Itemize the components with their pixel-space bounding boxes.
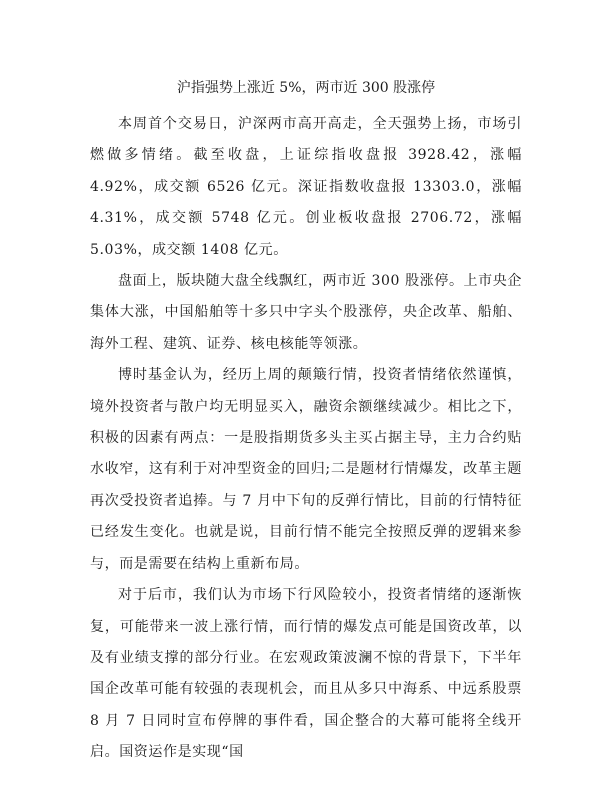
article-title: 沪指强势上涨近 5%，两市近 300 股涨停 <box>176 80 436 96</box>
paragraph-market-close: 本周首个交易日，沪深两市高开高走，全天强势上扬，市场引燃做多情绪。截至收盘，上证综指收盘报 3928.42，涨幅 4.92%，成交额 6526 亿元。深证指数收盘报 13303.0，涨幅 4.31%，成交额 5748 亿元。创业板收盘报 2706.72，涨幅 5.03%，成交额 1408 亿元。 <box>90 116 522 258</box>
paragraph-fund-view: 博时基金认为，经历上周的颠簸行情，投资者情绪依然谨慎，境外投资者与散户均无明显买入，融资余额继续减少。相比之下，积极的因素有两点：一是股指期货多头主买占据主导，主力合约贴水收窄，这有利于对冲型资金的回归;二是题材行情爆发，改革主题再次受投资者追捧。与 7 月中下旬的反弹行情比，目前的行情特征已经发生变化。也就是说，目前行情不能完全按照反弹的逻辑来参与，而是需要在结构上重新布局。 <box>90 367 522 572</box>
paragraph-sector-performance: 盘面上，版块随大盘全线飘红，两市近 300 股涨停。上市央企集体大涨，中国船舶等十多只中字头个股涨停，央企改革、船舶、海外工程、建筑、证券、核电核能等领涨。 <box>90 273 522 352</box>
document-page <box>90 78 522 769</box>
paragraph-outlook: 对于后市，我们认为市场下行风险较小，投资者情绪的逐渐恢复，可能带来一波上涨行情，而行情的爆发点可能是国资改革，以及有业绩支撑的部分行业。在宏观政策波澜不惊的背景下，下半年国企改革可能有较强的表现机会，而且从多只中海系、中远系股票 8 月 7 日同时宣布停牌的事件看，国企整合的大幕可能将全线开启。国资运作是实现“国 <box>90 587 522 761</box>
